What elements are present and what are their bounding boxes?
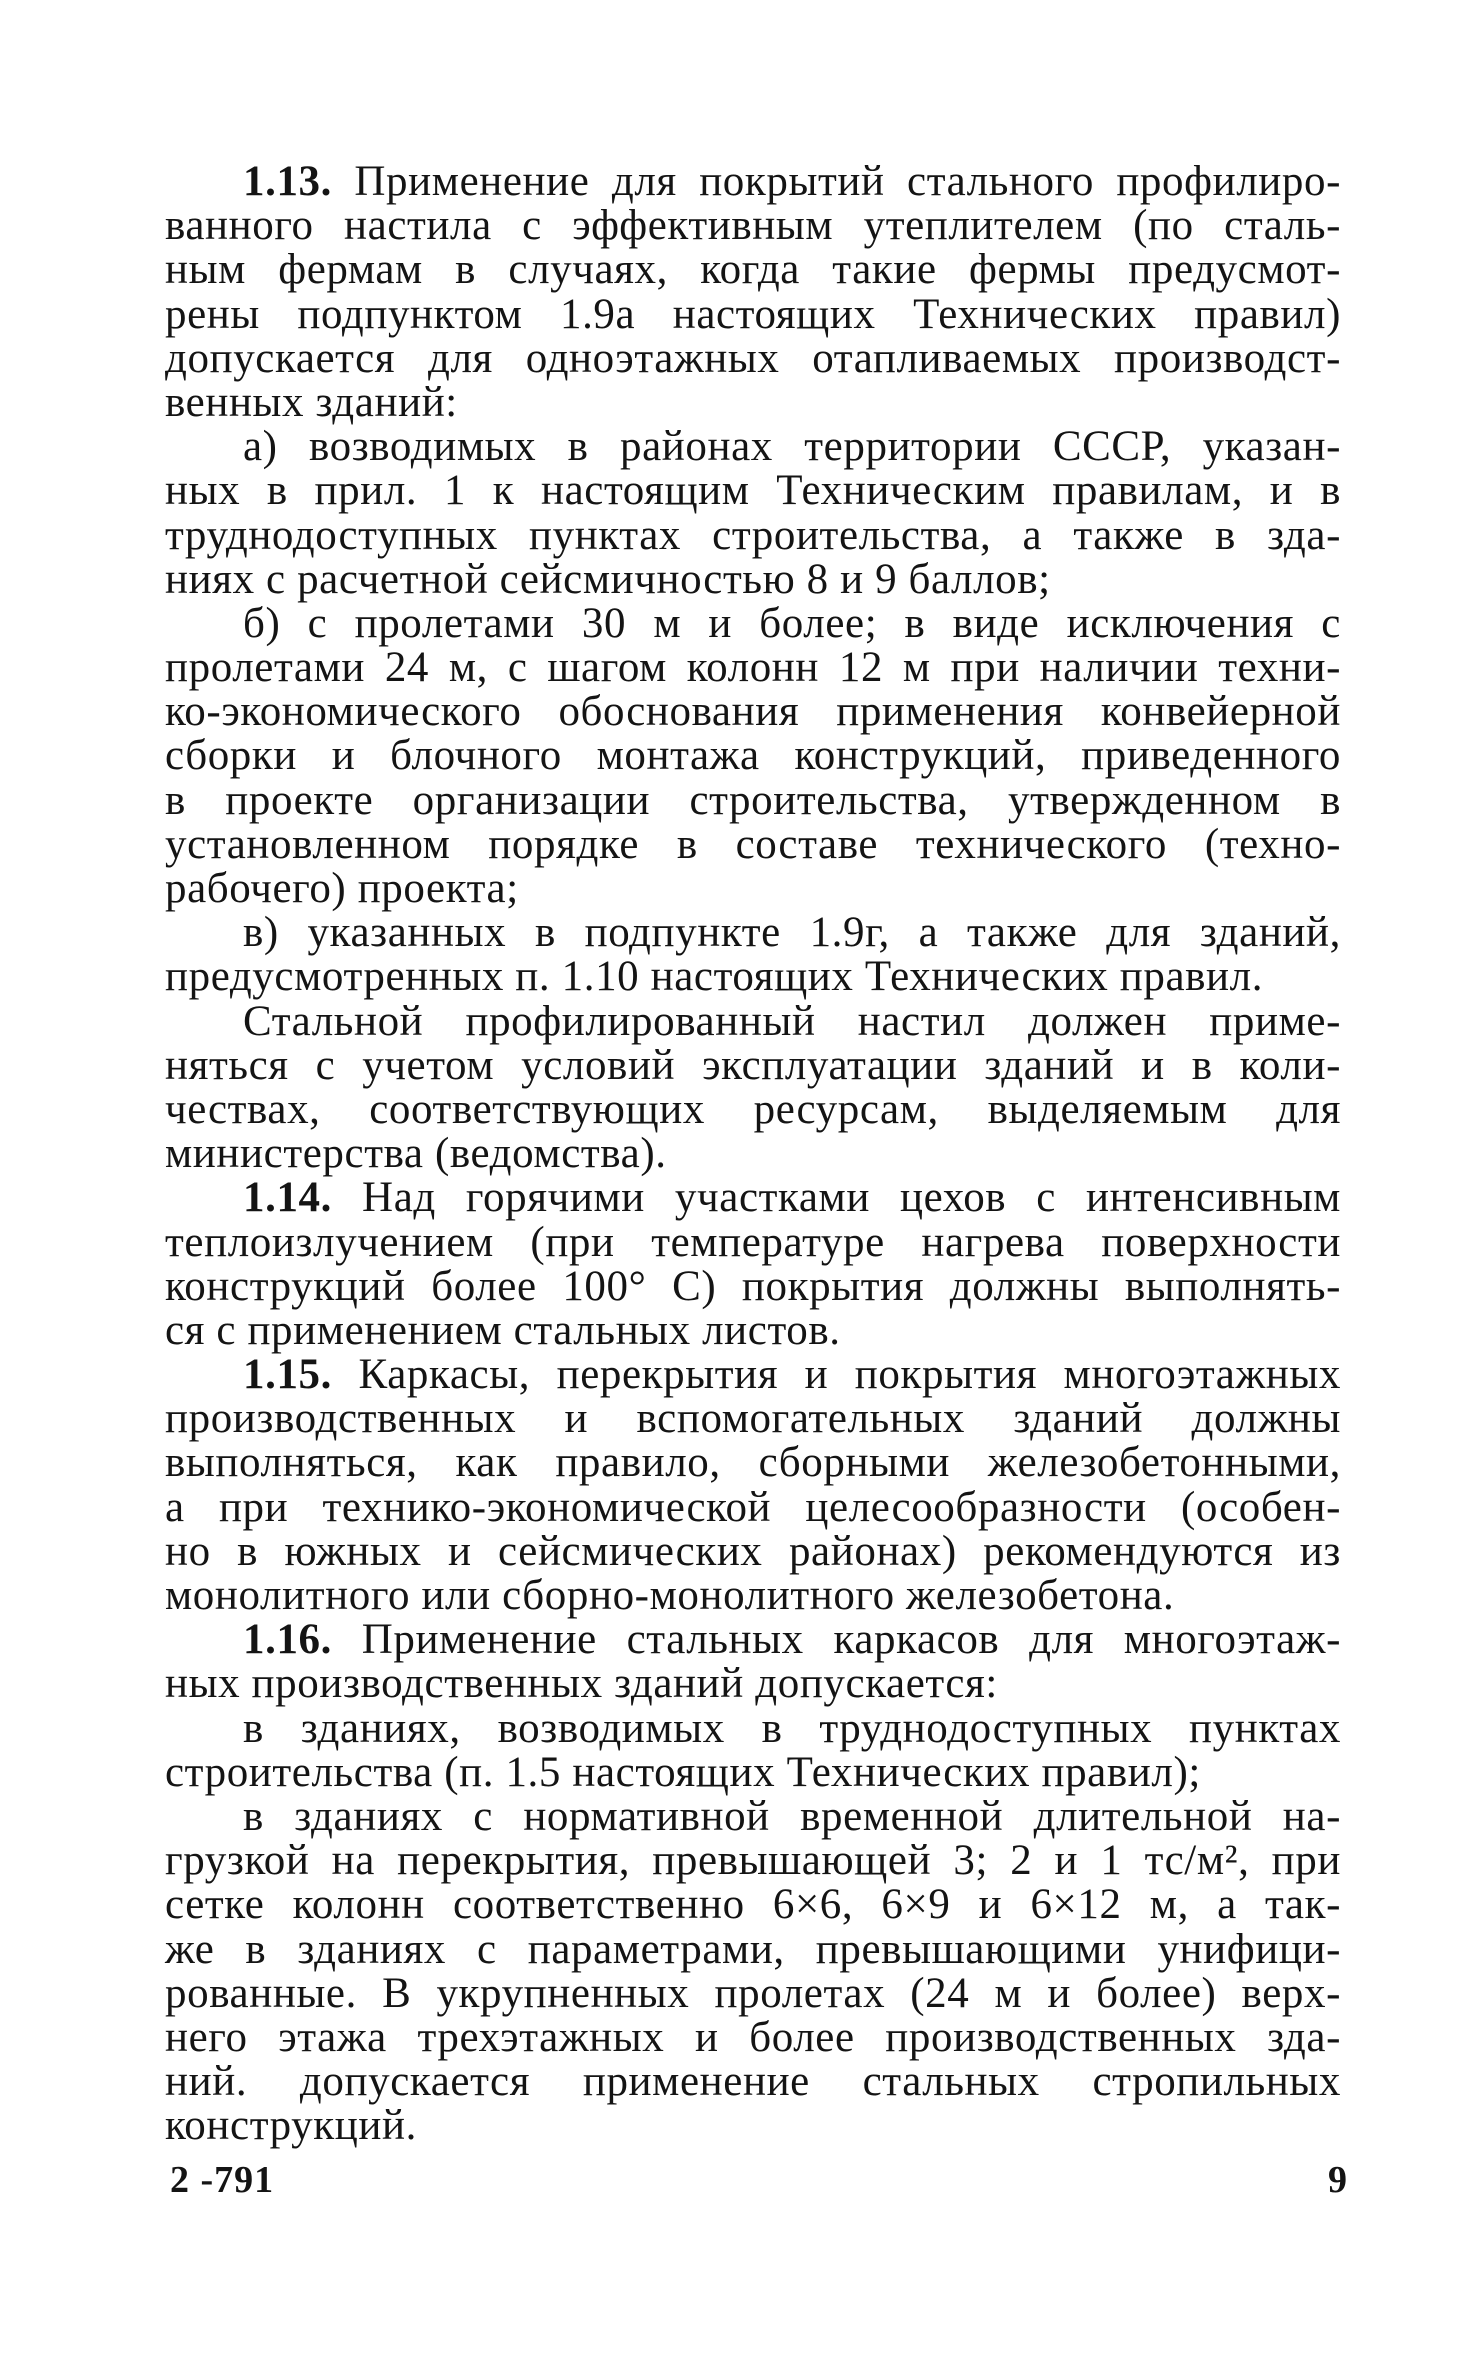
text-line (165, 2060, 1341, 2104)
text-line (165, 511, 1341, 559)
text-line (165, 378, 1341, 426)
line-text: в) указанных в подпункте 1.9г, а также для зданий, (243, 909, 1341, 957)
line-text: министерства (ведомства). (165, 1130, 667, 1178)
line-text: ным фермам в случаях, когда такие фермы предусмот- (165, 246, 1341, 294)
text-line (165, 1527, 1341, 1575)
line-text: венных зданий: (165, 378, 458, 426)
clause-number: 1.13. (243, 158, 332, 205)
line-text: в зданиях с нормативной временной длительной на- (243, 1792, 1341, 1840)
text-line (165, 425, 1341, 469)
line-text: выполняться, как правило, сборными железобетонными, (165, 1439, 1341, 1487)
text-line (165, 1748, 1341, 1796)
text-line (165, 1353, 1341, 1397)
line-text: няться с учетом условий эксплуатации зданий и в коли- (165, 1041, 1341, 1089)
line-text: труднодоступных пунктах строительства, а также в зда- (165, 511, 1341, 559)
paragraph-p-1-13-tail (165, 997, 1341, 1178)
line-text: сетке колонн соответственно 6×6, 6×9 и 6×12 м, а так- (165, 1881, 1341, 1929)
line-text: Стальной профилированный настил должен приме- (243, 997, 1341, 1045)
line-text: Применение стальных каркасов для многоэтаж- (332, 1616, 1341, 1664)
text-line (165, 204, 1341, 248)
line-text: Каркасы, перекрытия и покрытия многоэтажных (332, 1351, 1341, 1399)
line-text: производственных и вспомогательных зданий должны (165, 1395, 1341, 1443)
line-text: в проекте организации строительства, утвержденном в (165, 776, 1341, 824)
text-line (165, 2013, 1341, 2061)
line-text: Над горячими участками цехов с интенсивным (332, 1174, 1341, 1222)
text-line (165, 1574, 1341, 1618)
line-text: рованные. В укрупненных пролетах (24 м и более) верх- (165, 1969, 1341, 2017)
line-text: конструкций. (165, 2102, 417, 2150)
text-line (165, 469, 1341, 513)
text-line (165, 290, 1341, 338)
text-line (165, 1969, 1341, 2017)
paragraph-p-1-16-a (165, 1704, 1341, 1796)
text-line (165, 997, 1341, 1045)
line-text: б) с пролетами 30 м и более; в виде исключения с (243, 599, 1341, 647)
paragraph-p-1-16 (165, 1618, 1341, 1706)
text-line (165, 1925, 1341, 1973)
line-text: сборки и блочного монтажа конструкций, приведенного (165, 732, 1341, 780)
line-text: рены подпунктом 1.9а настоящих Технических правил) (165, 290, 1341, 338)
paragraph-p-1-16-b (165, 1792, 1341, 2150)
line-text: но в южных и сейсмических районах) рекомендуются из (165, 1527, 1341, 1575)
text-line (165, 1397, 1341, 1441)
text-line (165, 248, 1341, 292)
text-line (165, 1839, 1341, 1883)
line-text: него этажа трехэтажных и более производственных зда- (165, 2013, 1341, 2061)
text-line (165, 1041, 1341, 1089)
line-text: конструкций более 100° С) покрытия должны выполнять- (165, 1262, 1341, 1310)
text-line (165, 1618, 1341, 1662)
text-line (165, 334, 1341, 382)
line-text: а при технико-экономической целесообразности (особен- (165, 1483, 1341, 1531)
line-text: грузкой на перекрытия, превышающей 3; 2 и 1 тс/м², при (165, 1837, 1341, 1885)
text-line (165, 1176, 1341, 1220)
text-line (165, 1883, 1341, 1927)
clause-number: 1.15. (243, 1351, 332, 1399)
line-text: предусмотренных п. 1.10 настоящих Технических правил. (165, 953, 1264, 1001)
text-line (165, 776, 1341, 824)
line-text: а) возводимых в районах территории СССР, указан- (243, 423, 1341, 471)
paragraph-p-1-13-a (165, 425, 1341, 602)
page-number: 9 (1328, 2159, 1348, 2201)
line-text: монолитного или сборно-монолитного железобетона. (165, 1572, 1175, 1619)
text-line (165, 1483, 1341, 1531)
text-line (165, 2104, 1341, 2148)
paragraph-p-1-14 (165, 1176, 1341, 1353)
line-text: строительства (п. 1.5 настоящих Технических правил); (165, 1748, 1201, 1796)
line-text: ванного настила с эффективным утеплителем (по сталь- (165, 202, 1341, 250)
paragraph-p-1-13-b (165, 599, 1341, 912)
line-text: в зданиях, возводимых в труднодоступных пунктах (243, 1704, 1341, 1752)
text-line (165, 646, 1341, 690)
text-line (165, 820, 1341, 868)
line-text: чествах, соответствующих ресурсам, выделяемым для (165, 1085, 1341, 1133)
line-text: ниях с расчетной сейсмичностью 8 и 9 баллов; (165, 555, 1051, 603)
line-text: ных в прил. 1 к настоящим Техническим правилам, и в (165, 467, 1341, 515)
line-text: рабочего) проекта; (165, 865, 519, 912)
paragraph-p-1-13-v (165, 911, 1341, 999)
text-column (165, 160, 1341, 2148)
text-line (165, 599, 1341, 647)
text-line (165, 1662, 1341, 1706)
text-line (165, 1132, 1341, 1176)
printer-signature: 2 -791 (170, 2159, 275, 2201)
text-line (165, 160, 1341, 204)
text-line (165, 1704, 1341, 1752)
paragraph-p-1-15 (165, 1353, 1341, 1618)
text-line (165, 955, 1341, 999)
line-text: ных производственных зданий допускается: (165, 1660, 998, 1708)
text-line (165, 1262, 1341, 1310)
text-line (165, 911, 1341, 955)
clause-number: 1.16. (243, 1616, 332, 1664)
line-text: теплоизлучением (при температуре нагрева поверхности (165, 1218, 1341, 1266)
line-text: ний. допускается применение стальных стропильных (165, 2058, 1341, 2106)
text-line (165, 1441, 1341, 1485)
text-line (165, 690, 1341, 734)
paragraph-p-1-13 (165, 160, 1341, 425)
clause-number: 1.14. (243, 1174, 332, 1222)
text-line (165, 1306, 1341, 1354)
line-text: пролетами 24 м, с шагом колонн 12 м при наличии техни- (165, 644, 1341, 692)
text-line (165, 867, 1341, 911)
line-text: установленном порядке в составе технического (техно- (165, 820, 1341, 868)
line-text: ся с применением стальных листов. (165, 1306, 841, 1354)
text-line (165, 1792, 1341, 1840)
line-text: допускается для одноэтажных отапливаемых производст- (165, 334, 1341, 382)
line-text: же в зданиях с параметрами, превышающими унифици- (165, 1925, 1341, 1973)
line-text: ко-экономического обоснования применения конвейерной (165, 688, 1341, 736)
text-line (165, 734, 1341, 778)
line-text: Применение для покрытий стального профилиро- (332, 158, 1341, 205)
text-line (165, 555, 1341, 603)
text-line (165, 1218, 1341, 1266)
text-line (165, 1085, 1341, 1133)
